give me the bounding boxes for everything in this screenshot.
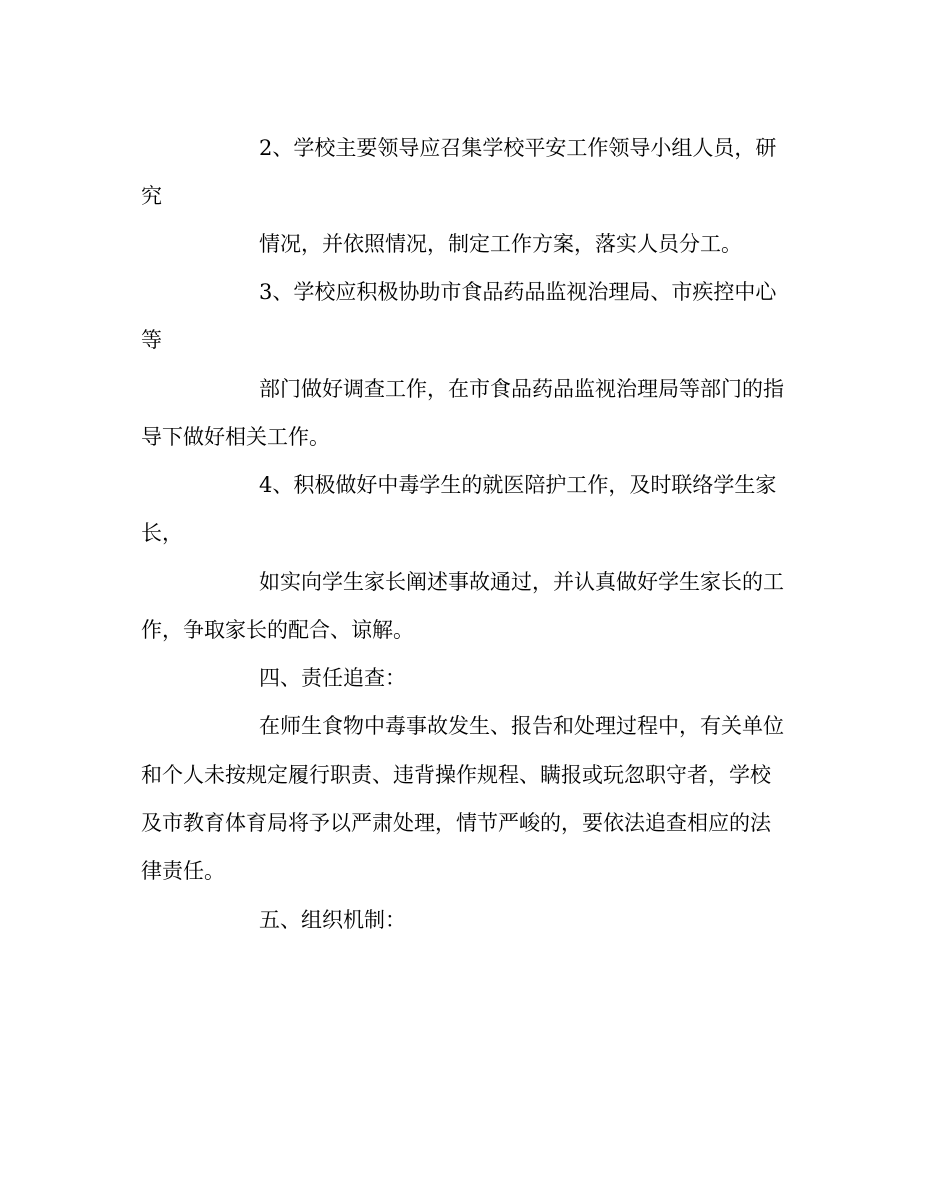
paragraph-line: 等 bbox=[141, 328, 162, 352]
paragraph-line: 究 bbox=[141, 184, 162, 208]
paragraph-line: 及市教育体育局将予以严肃处理，情节严峻的，要依法追查相应的法 bbox=[141, 811, 771, 835]
paragraph-line: 导下做好相关工作。 bbox=[141, 425, 330, 449]
paragraph-line: 2、学校主要领导应召集学校平安工作领导小组人员，研 bbox=[259, 136, 777, 160]
paragraph-line: 4、积极做好中毒学生的就医陪护工作，及时联络学生家 bbox=[259, 473, 777, 497]
paragraph-line: 和个人未按规定履行职责、违背操作规程、瞒报或玩忽职守者，学校 bbox=[141, 763, 771, 787]
paragraph-line: 部门做好调查工作，在市食品药品监视治理局等部门的指 bbox=[259, 377, 784, 401]
section-heading: 四、责任追查： bbox=[259, 666, 406, 690]
paragraph-line: 律责任。 bbox=[141, 859, 225, 883]
paragraph-line: 3、学校应积极协助市食品药品监视治理局、市疾控中心 bbox=[259, 280, 777, 304]
paragraph-line: 长， bbox=[141, 521, 183, 545]
section-heading: 五、组织机制： bbox=[259, 908, 406, 932]
paragraph-line: 情况，并依照情况，制定工作方案，落实人员分工。 bbox=[259, 232, 742, 256]
paragraph-line: 作，争取家长的配合、谅解。 bbox=[141, 618, 414, 642]
paragraph-line: 在师生食物中毒事故发生、报告和处理过程中，有关单位 bbox=[259, 714, 784, 738]
paragraph-line: 如实向学生家长阐述事故通过，并认真做好学生家长的工 bbox=[259, 570, 784, 594]
